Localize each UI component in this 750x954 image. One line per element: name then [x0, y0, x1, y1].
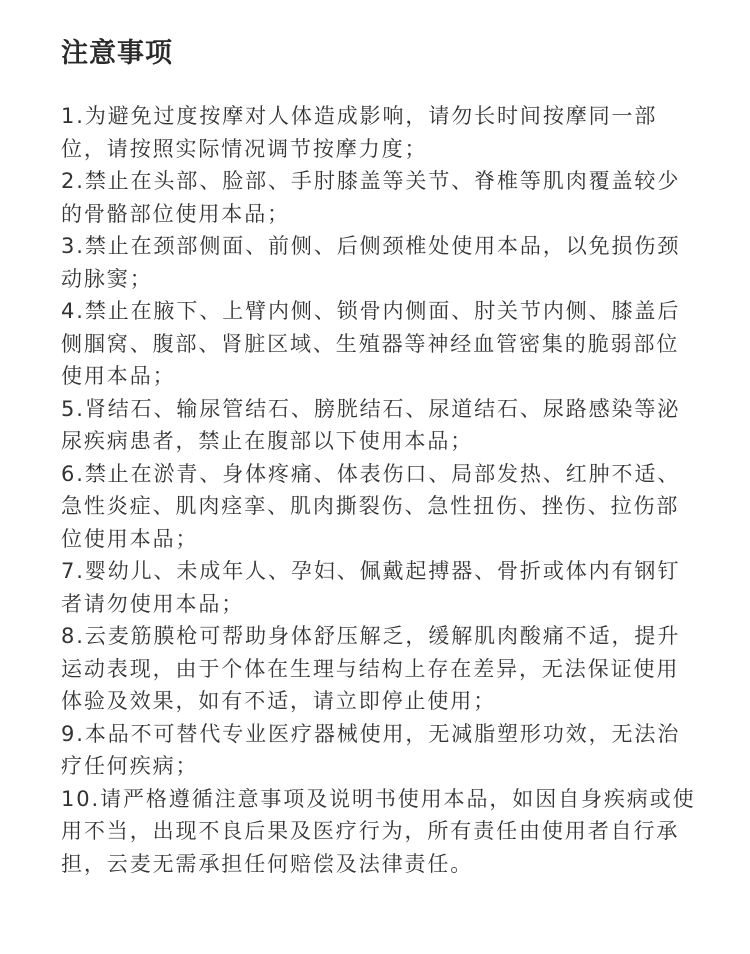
notice-item-7: 7.婴幼儿、未成年人、孕妇、佩戴起搏器、骨折或体内有钢钉者请勿使用本品；	[61, 559, 681, 616]
page-title: 注意事项	[61, 38, 173, 69]
notice-item-8: 8.云麦筋膜枪可帮助身体舒压解乏，缓解肌肉酸痛不适，提升运动表现，由于个体在生理与结构上存在差异，无法保证使用体验及效果，如有不适，请立即停止使用；	[61, 624, 681, 713]
notice-item-1: 1.为避免过度按摩对人体造成影响，请勿长时间按摩同一部位，请按照实际情况调节按摩力度；	[61, 104, 658, 161]
notice-item-4: 4.禁止在腋下、上臂内侧、锁骨内侧面、肘关节内侧、膝盖后侧腘窝、腹部、肾脏区域、生殖器等神经血管密集的脆弱部位使用本品；	[61, 299, 681, 388]
notice-item-5: 5.肾结石、输尿管结石、膀胱结石、尿道结石、尿路感染等泌尿疾病患者，禁止在腹部以下使用本品；	[61, 396, 681, 453]
notice-item-3: 3.禁止在颈部侧面、前侧、后侧颈椎处使用本品，以免损伤颈动脉窦；	[61, 234, 681, 291]
notice-item-10: 10.请严格遵循注意事项及说明书使用本品，如因自身疾病或使用不当，出现不良后果及医疗行为，所有责任由使用者自行承担，云麦无需承担任何赔偿及法律责任。	[61, 786, 696, 876]
notice-item-6: 6.禁止在淤青、身体疼痛、体表伤口、局部发热、红肿不适、急性炎症、肌肉痉挛、肌肉撕裂伤、急性扭伤、挫伤、拉伤部位使用本品；	[61, 461, 681, 551]
notice-item-2: 2.禁止在头部、脸部、手肘膝盖等关节、脊椎等肌肉覆盖较少的骨骼部位使用本品；	[61, 169, 681, 226]
notice-item-9: 9.本品不可替代专业医疗器械使用，无减脂塑形功效，无法治疗任何疾病；	[61, 721, 681, 778]
notice-list	[61, 100, 700, 880]
